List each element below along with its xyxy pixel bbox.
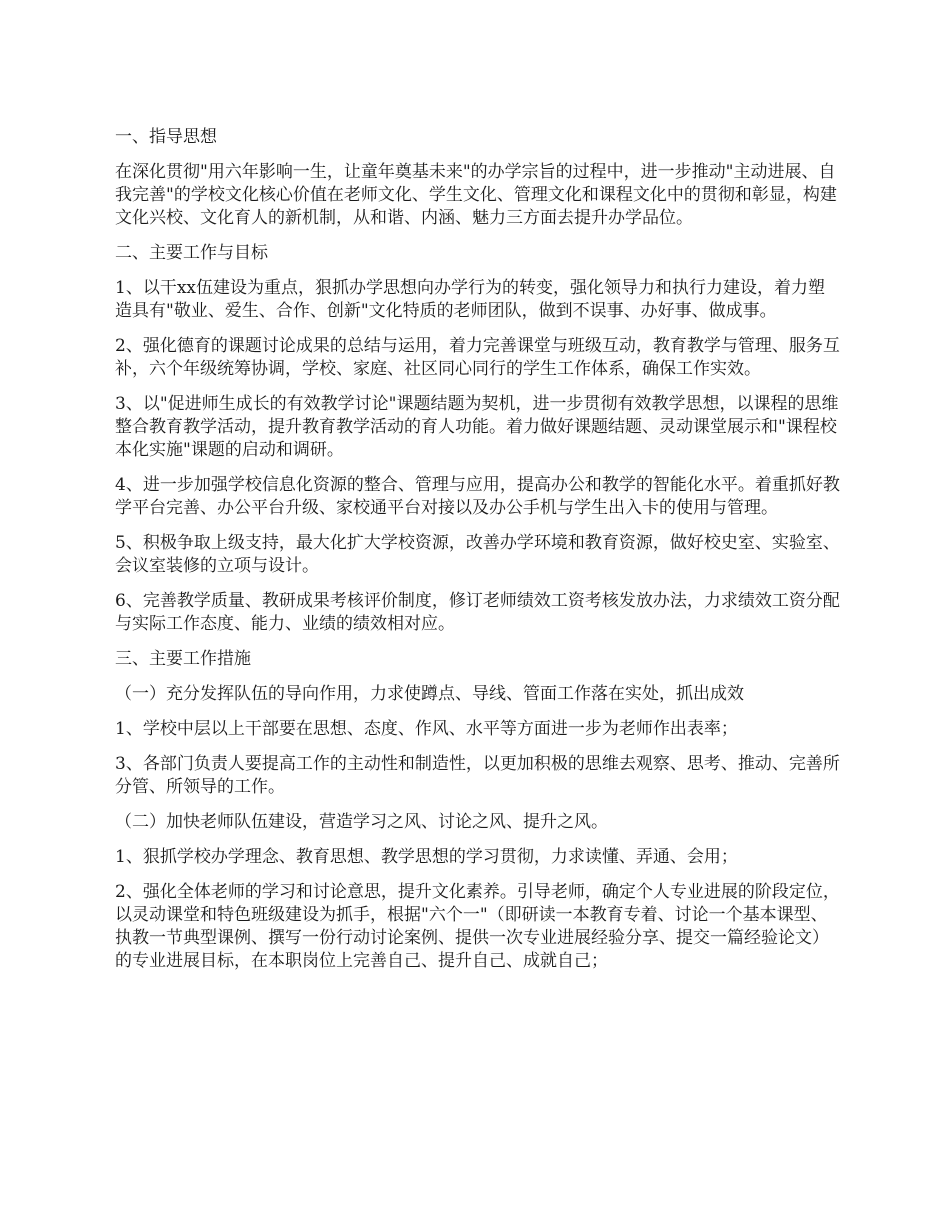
section-heading-main-goals: 二、主要工作与目标 bbox=[115, 243, 268, 263]
paragraph-goal-6: 6、完善教学质量、教研成果考核评价制度，修订老师绩效工资考核发放办法，力求绩效工资分配与实际工作态度、能力、业绩的绩效相对应。 bbox=[115, 591, 840, 634]
paragraph-measure-1-3: 3、各部门负责人要提高工作的主动性和制造性，以更加积极的思维去观察、思考、推动、完善所分管、所领导的工作。 bbox=[115, 754, 840, 797]
section-heading-guiding-thought: 一、指导思想 bbox=[115, 127, 217, 147]
document-page bbox=[115, 126, 841, 985]
paragraph-measure-1-1: 1、学校中层以上干部要在思想、态度、作风、水平等方面进一步为老师作出表率； bbox=[115, 719, 738, 739]
paragraph-measure-group-1: （一）充分发挥队伍的导向作用，力求使蹲点、导线、管面工作落在实处，抓出成效 bbox=[115, 684, 744, 704]
paragraph-goal-1: 1、以干xx伍建设为重点，狠抓办学思想向办学行为的转变，强化领导力和执行力建设，着力塑造具有"敬业、爱生、合作、创新"文化特质的老师团队，做到不误事、办好事、做成事。 bbox=[115, 278, 825, 321]
paragraph-guiding-thought: 在深化贯彻"用六年影响一生，让童年奠基未来"的办学宗旨的过程中，进一步推动"主动进展、自我完善"的学校文化核心价值在老师文化、学生文化、管理文化和课程文化中的贯彻和彰显，构建文化兴校、文化育人的新机制，从和谐、内涵、魅力三方面去提升办学品位。 bbox=[115, 162, 837, 228]
paragraph-goal-4: 4、进一步加强学校信息化资源的整合、管理与应用，提高办公和教学的智能化水平。着重抓好教学平台完善、办公平台升级、家校通平台对接以及办公手机与学生出入卡的使用与管理。 bbox=[115, 475, 840, 518]
paragraph-goal-5: 5、积极争取上级支持，最大化扩大学校资源，改善办学环境和教育资源，做好校史室、实验室、会议室装修的立项与设计。 bbox=[115, 533, 840, 576]
paragraph-measure-2-1: 1、狠抓学校办学理念、教育思想、教学思想的学习贯彻，力求读懂、弄通、会用； bbox=[115, 847, 738, 867]
paragraph-measure-group-2: （二）加快老师队伍建设，营造学习之风、讨论之风、提升之风。 bbox=[115, 812, 608, 832]
paragraph-measure-2-2: 2、强化全体老师的学习和讨论意思，提升文化素养。引导老师，确定个人专业进展的阶段定位，以灵动课堂和特色班级建设为抓手，根据"六个一"（即研读一本教育专着、讨论一个基本课型、执教一节典型课例、撰写一份行动讨论案例、提供一次专业进展经验分享、提交一篇经验论文）的专业进展目标，在本职岗位上完善自己、提升自己、成就自己； bbox=[115, 882, 840, 971]
paragraph-goal-2: 2、强化德育的课题讨论成果的总结与运用，着力完善课堂与班级互动，教育教学与管理、服务互补，六个年级统筹协调，学校、家庭、社区同心同行的学生工作体系，确保工作实效。 bbox=[115, 336, 840, 379]
paragraph-goal-3: 3、以"促进师生成长的有效教学讨论"课题结题为契机，进一步贯彻有效教学思想，以课程的思维整合教育教学活动，提升教育教学活动的育人功能。着力做好课题结题、灵动课堂展示和"课程校本化实施"课题的启动和调研。 bbox=[115, 394, 839, 460]
section-heading-measures: 三、主要工作措施 bbox=[115, 649, 251, 669]
